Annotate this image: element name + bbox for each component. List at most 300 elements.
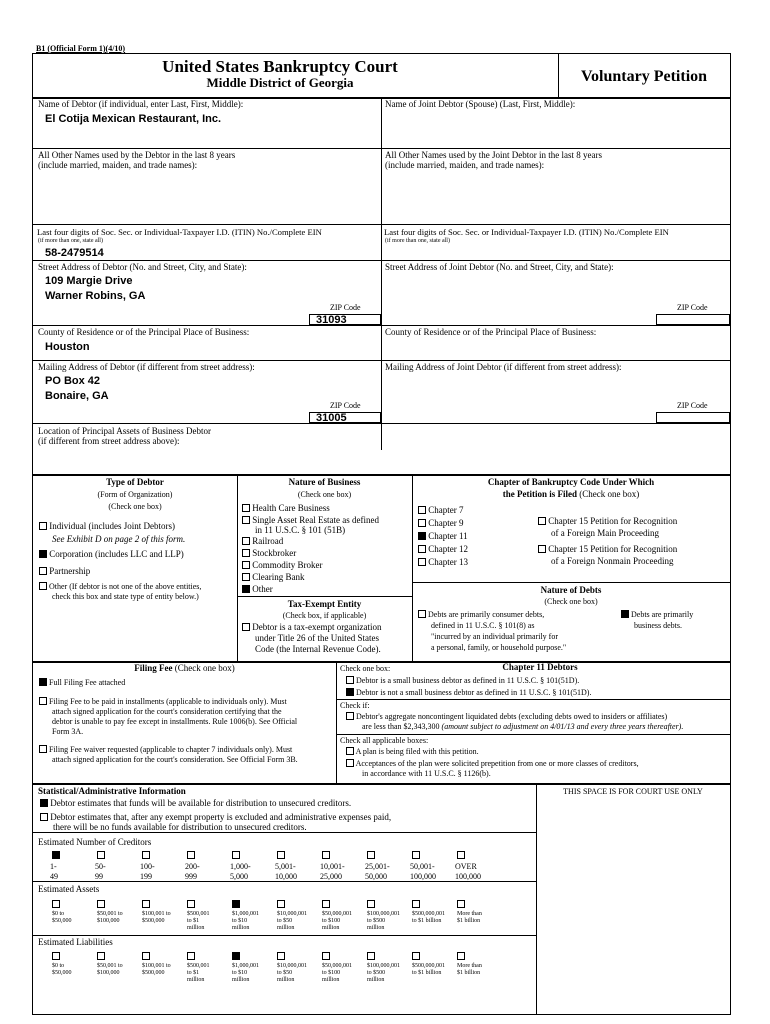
assets-checkbox[interactable] [322, 900, 330, 908]
debtor-name[interactable]: El Cotija Mexican Restaurant, Inc. [45, 113, 222, 125]
debtor-county[interactable]: Houston [45, 341, 90, 353]
mailing-zip-label: ZIP Code [330, 401, 361, 410]
nob-label: Single Asset Real Estate as defined [252, 515, 379, 525]
chapter-9-option[interactable] [418, 518, 464, 529]
assets-checkbox[interactable] [367, 900, 375, 908]
rule [412, 582, 730, 583]
assets-range-label [412, 911, 456, 925]
liabilities-range-line: $0 to [52, 963, 65, 969]
liabilities-range-label [367, 963, 411, 984]
small-business-label: Debtor is a small business debtor as defined in 11 U.S.C. § 101(51D). [356, 676, 580, 685]
debtor-street-line2[interactable]: Warner Robins, GA [45, 290, 146, 302]
nature-debts-sub: (Check one box) [544, 597, 598, 606]
liabilities-range-label [52, 963, 96, 977]
rule [33, 832, 536, 833]
waiver-option[interactable] [39, 745, 292, 755]
business-debts-label: Debts are primarily [631, 610, 694, 619]
liabilities-range-line: $100,001 to [142, 963, 171, 969]
debtor-mailing-zip[interactable]: 31005 [316, 412, 347, 424]
aggregate-debts-option[interactable] [346, 712, 667, 722]
form-id: B1 (Official Form 1)(4/10) [36, 44, 126, 53]
checkbox[interactable] [40, 813, 48, 821]
creditors-range-line: 199 [140, 872, 152, 881]
assets-range-line: $0 to [52, 911, 65, 917]
liabilities-checkbox[interactable] [277, 952, 285, 960]
rule [33, 783, 730, 785]
chapter-title-2 [412, 489, 730, 500]
creditors-range-line: 100- [140, 862, 155, 871]
debtor-other-names-label-2: (include married, maiden, and trade names): [38, 160, 198, 170]
creditors-checkbox[interactable] [52, 851, 60, 859]
checkbox[interactable] [242, 623, 250, 631]
type-of-debtor-sub1: (Form of Organization) [97, 490, 173, 499]
nob-label: Stockbroker [252, 548, 297, 558]
liabilities-range-label [457, 963, 501, 977]
aggregate-debts-2 [362, 722, 683, 732]
acceptances-2: in accordance with 11 U.S.C. § 1126(b). [362, 769, 491, 778]
rule [33, 260, 381, 261]
liabilities-checkbox[interactable] [142, 952, 150, 960]
checkbox[interactable] [346, 759, 354, 767]
creditors-range-label [320, 862, 364, 882]
creditors-checkbox[interactable] [187, 851, 195, 859]
checkbox[interactable] [39, 522, 47, 530]
joint-name-label: Name of Joint Debtor (Spouse) (Last, First, Middle): [385, 99, 576, 109]
nob-railroad[interactable] [242, 536, 283, 547]
assets-range-line: $100,000 [97, 918, 120, 924]
liabilities-checkbox[interactable] [322, 952, 330, 960]
assets-label: Estimated Assets [38, 884, 100, 894]
nob-label: Railroad [252, 536, 284, 546]
corporation-label: Corporation (includes LLC and LLP) [49, 549, 184, 559]
chapter-label: Chapter 7 [428, 505, 464, 515]
liabilities-range-line: million [322, 977, 340, 983]
liabilities-range-line: million [232, 977, 250, 983]
liabilities-label: Estimated Liabilities [38, 937, 113, 947]
debtor-zip-label: ZIP Code [330, 303, 361, 312]
checkbox[interactable] [538, 517, 546, 525]
joint-zip-label: ZIP Code [677, 303, 708, 312]
type-of-debtor-title: Type of Debtor [106, 477, 164, 487]
liabilities-range-line: $500,000,001 [412, 963, 445, 969]
not-small-business-option[interactable] [346, 688, 591, 698]
liabilities-range-line: $100,000 [97, 970, 120, 976]
creditors-range-line: 100,000 [410, 872, 436, 881]
liabilities-range-line: $500,000 [142, 970, 165, 976]
liabilities-checkbox[interactable] [187, 952, 195, 960]
business-debts-2: business debts. [634, 621, 682, 630]
creditors-checkbox[interactable] [142, 851, 150, 859]
check-all-label: Check all applicable boxes: [340, 736, 429, 745]
assets-range-line: to $100 [322, 918, 341, 924]
assets-range-label [97, 911, 141, 925]
assets-range-label [187, 911, 231, 932]
assets-range-line: $1 billion [457, 918, 481, 924]
installment-3: debtor is unable to pay fee except in installments. Rule 1006(b). See Official [52, 717, 298, 726]
creditors-checkbox[interactable] [97, 851, 105, 859]
assets-range-line: $100,000,001 [367, 911, 400, 917]
assets-range-line: $10,000,001 [277, 911, 307, 917]
checkbox[interactable] [39, 697, 47, 705]
assets-range-line: to $1 [187, 918, 200, 924]
creditors-checkbox[interactable] [367, 851, 375, 859]
acceptances-option[interactable] [346, 759, 639, 769]
nob-label: Clearing Bank [252, 572, 305, 582]
assets-checkbox[interactable] [412, 900, 420, 908]
header-divider [558, 54, 559, 97]
nob-label: Other [252, 584, 273, 594]
court-district: Middle District of Georgia [206, 75, 354, 90]
nob-clearing-bank[interactable] [242, 572, 305, 583]
liabilities-range-line: $500,001 [187, 963, 210, 969]
checkbox-checked[interactable] [621, 610, 629, 618]
creditors-range-label [50, 862, 94, 882]
creditors-range-line: 49 [50, 872, 58, 881]
joint-street-label: Street Address of Joint Debtor (No. and Street, City, and State): [385, 262, 614, 272]
rule [33, 325, 730, 326]
liabilities-range-label [322, 963, 366, 984]
court-name: United States Bankruptcy Court [162, 57, 398, 76]
debtor-other-names-label: All Other Names used by the Debtor in the last 8 years [38, 150, 236, 160]
location-label: Location of Principal Assets of Business Debtor [38, 426, 211, 436]
assets-range-line: $500,000,001 [412, 911, 445, 917]
creditors-range-line: 999 [185, 872, 197, 881]
liabilities-range-label [187, 963, 231, 984]
assets-range-line: to $50 [277, 918, 293, 924]
assets-range-label [277, 911, 321, 932]
checkbox[interactable] [538, 545, 546, 553]
creditors-checkbox[interactable] [232, 851, 240, 859]
debtor-ein[interactable]: 58-2479514 [45, 247, 104, 259]
creditors-range-label [275, 862, 319, 882]
other-entity-option[interactable] [39, 582, 201, 592]
nob-health-care[interactable] [242, 503, 330, 514]
no-funds-2: there will be no funds available for distribution to unsecured creditors. [53, 822, 307, 832]
nob-other[interactable] [242, 584, 273, 595]
assets-range-label [142, 911, 186, 925]
checkbox[interactable] [418, 519, 426, 527]
rule [336, 699, 730, 700]
partnership-option[interactable] [39, 566, 90, 577]
creditors-range-line: 100,000 [455, 872, 481, 881]
creditors-range-line: 5,000 [230, 872, 248, 881]
rule [33, 224, 730, 225]
type-of-debtor-sub2: (Check one box) [108, 502, 162, 511]
checkbox[interactable] [242, 573, 250, 581]
creditors-range-line: 25,001- [365, 862, 390, 871]
assets-checkbox[interactable] [232, 900, 240, 908]
assets-range-label [322, 911, 366, 932]
consumer-debts-option[interactable] [418, 610, 544, 620]
assets-checkbox[interactable] [277, 900, 285, 908]
debtor-mailing-line1[interactable]: PO Box 42 [45, 375, 101, 387]
liabilities-checkbox[interactable] [367, 952, 375, 960]
nob-label: Commodity Broker [252, 560, 323, 570]
nature-business-sub: (Check one box) [297, 490, 352, 499]
assets-range-line: More than [457, 911, 482, 917]
assets-range-line: $50,000,001 [322, 911, 352, 917]
liabilities-range-line: million [277, 977, 295, 983]
checkbox[interactable] [346, 747, 354, 755]
assets-checkbox[interactable] [187, 900, 195, 908]
tax-exempt-line3: Code (the Internal Revenue Code). [255, 644, 381, 654]
consumer-debts-2: defined in 11 U.S.C. § 101(8) as [431, 621, 535, 630]
checkbox[interactable] [418, 506, 426, 514]
creditors-range-label [365, 862, 409, 882]
statistical-title: Statistical/Administrative Information [38, 786, 186, 796]
other-entity-label: Other (If debtor is not one of the above entities, [49, 582, 202, 591]
court-use-divider [536, 832, 537, 1014]
rule [33, 423, 730, 424]
chapter11-title: Chapter 11 Debtors [502, 662, 578, 672]
checkbox[interactable] [418, 558, 426, 566]
joint-other-names-label-2: (include married, maiden, and trade names): [385, 160, 545, 170]
liabilities-range-line: to $100 [322, 970, 341, 976]
debtor-street-line1[interactable]: 109 Margie Drive [45, 275, 133, 287]
installment-2: attach signed application for the court's consideration certifying that the [52, 707, 282, 716]
filing-fee-sub: (Check one box) [174, 663, 235, 673]
rule [381, 260, 730, 261]
assets-range-line: million [187, 925, 205, 931]
acceptances-label: Acceptances of the plan were solicited prepetition from one or more classes of creditors, [355, 759, 639, 768]
plan-filed-label: A plan is being filed with this petition. [355, 747, 479, 756]
chapter-title-2-text: the Petition is Filed [502, 489, 577, 499]
checkbox[interactable] [242, 537, 250, 545]
creditors-range-line: 50- [95, 862, 106, 871]
checkbox[interactable] [242, 561, 250, 569]
liabilities-range-line: More than [457, 963, 482, 969]
debtor-zip[interactable]: 31093 [316, 314, 347, 326]
creditors-range-label [140, 862, 184, 882]
nob-stockbroker[interactable] [242, 548, 296, 559]
creditors-range-line: 1- [50, 862, 57, 871]
consumer-debts-4: a personal, family, or household purpose." [431, 643, 567, 652]
chapter-15-main-option[interactable] [538, 516, 677, 527]
consumer-debts-label: Debts are primarily consumer debts, [428, 610, 545, 619]
individual-label: Individual (includes Joint Debtors) [49, 521, 175, 531]
assets-checkbox[interactable] [142, 900, 150, 908]
tax-exempt-title: Tax-Exempt Entity [287, 599, 362, 609]
rule [33, 935, 536, 936]
liabilities-range-line: to $1 [187, 970, 200, 976]
assets-range-line: $50,001 to [97, 911, 123, 917]
rule [33, 474, 730, 476]
installment-option[interactable] [39, 697, 287, 707]
checkbox-checked[interactable] [346, 688, 354, 696]
chapter-7-option[interactable] [418, 505, 464, 516]
liabilities-range-line: to $10 [232, 970, 248, 976]
assets-range-line: $500,001 [187, 911, 210, 917]
funds-available-label: Debtor estimates that funds will be available for distribution to unsecured creditors. [50, 798, 352, 808]
assets-range-line: $50,000 [52, 918, 72, 924]
liabilities-range-line: $100,000,001 [367, 963, 400, 969]
checkbox[interactable] [418, 610, 426, 618]
business-debts-option[interactable] [621, 610, 693, 620]
column-divider [381, 97, 382, 450]
chapter-label: Chapter 13 [428, 557, 468, 567]
assets-checkbox[interactable] [97, 900, 105, 908]
chapter-title: Chapter of Bankruptcy Code Under Which [487, 477, 655, 487]
rule [237, 596, 412, 597]
check-if-label: Check if: [340, 701, 370, 710]
checkbox[interactable] [39, 745, 47, 753]
creditors-range-line: 5,001- [275, 862, 296, 871]
joint-mailing-label: Mailing Address of Joint Debtor (if different from street address): [385, 362, 622, 372]
liabilities-checkbox[interactable] [52, 952, 60, 960]
checkbox[interactable] [346, 676, 354, 684]
liabilities-checkbox[interactable] [412, 952, 420, 960]
joint-ssn-label: Last four digits of Soc. Sec. or Individual-Taxpayer I.D. (ITIN) No./Complete EIN [384, 227, 669, 237]
check-one-label: Check one box: [340, 664, 391, 673]
assets-range-line: million [367, 925, 385, 931]
checkbox[interactable] [242, 516, 250, 524]
chapter-11-option[interactable] [418, 531, 468, 542]
rule [33, 360, 730, 361]
nature-business-title: Nature of Business [288, 477, 361, 487]
tax-exempt-option[interactable] [242, 622, 382, 633]
creditors-range-line: 10,001- [320, 862, 345, 871]
checkbox[interactable] [242, 549, 250, 557]
installment-4: Form 3A. [52, 727, 84, 736]
nob-commodity[interactable] [242, 560, 323, 571]
divider [237, 474, 238, 661]
small-business-option[interactable] [346, 676, 579, 686]
funds-available-option[interactable] [40, 798, 351, 809]
debtor-county-label: County of Residence or of the Principal Place of Business: [38, 327, 250, 337]
assets-range-line: million [277, 925, 295, 931]
liabilities-range-line: to $1 billion [412, 970, 442, 976]
assets-range-line: to $500 [367, 918, 386, 924]
checkbox[interactable] [39, 582, 47, 590]
chapter-label: Chapter 9 [428, 518, 464, 528]
aggregate-debts-label: Debtor's aggregate noncontingent liquidated debts (excluding debts owed to insiders or affiliates) [356, 712, 668, 721]
creditors-label: Estimated Number of Creditors [38, 837, 152, 847]
assets-range-line: to $10 [232, 918, 248, 924]
liabilities-range-line: to $50 [277, 970, 293, 976]
assets-range-label [367, 911, 411, 932]
liabilities-range-line: $50,000 [52, 970, 72, 976]
individual-note: See Exhibit D on page 2 of this form. [52, 534, 186, 544]
waiver-label: Filing Fee waiver requested (applicable to chapter 7 individuals only). Must [49, 745, 293, 754]
other-entity-label-2: check this box and state type of entity below.) [52, 592, 199, 601]
creditors-range-line: 1,000- [230, 862, 251, 871]
creditors-range-label [230, 862, 274, 882]
debtor-mailing-label: Mailing Address of Debtor (if different from street address): [38, 362, 255, 372]
checkbox-checked[interactable] [418, 532, 426, 540]
creditors-checkbox[interactable] [277, 851, 285, 859]
creditors-checkbox[interactable] [322, 851, 330, 859]
assets-checkbox[interactable] [52, 900, 60, 908]
debtor-ssn-label: Last four digits of Soc. Sec. or Individual-Taxpayer I.D. (ITIN) No./Complete EIN [37, 227, 322, 237]
assets-range-line: $500,000 [142, 918, 165, 924]
creditors-checkbox[interactable] [412, 851, 420, 859]
divider [336, 661, 337, 783]
chapter-15-main-label: Chapter 15 Petition for Recognition [548, 516, 678, 526]
chapter-13-option[interactable] [418, 557, 468, 568]
plan-filed-option[interactable] [346, 747, 479, 757]
rule [33, 148, 730, 149]
joint-mailing-zip-box[interactable] [656, 412, 730, 423]
tax-exempt-label: Debtor is a tax-exempt organization [252, 622, 382, 632]
corporation-option[interactable] [39, 549, 184, 560]
chapter-12-option[interactable] [418, 544, 468, 555]
debtor-mailing-line2[interactable]: Bonaire, GA [45, 390, 109, 402]
full-fee-option[interactable] [39, 678, 125, 688]
liabilities-checkbox[interactable] [457, 952, 465, 960]
joint-mailing-zip-label: ZIP Code [677, 401, 708, 410]
checkbox-checked[interactable] [39, 678, 47, 686]
assets-range-line: $100,001 to [142, 911, 171, 917]
divider [412, 474, 413, 661]
joint-ssn-note: (if more than one, state all) [385, 238, 450, 244]
creditors-range-label [410, 862, 454, 882]
not-small-business-label: Debtor is not a small business debtor as defined in 11 U.S.C. § 101(51D). [356, 688, 592, 697]
assets-checkbox[interactable] [457, 900, 465, 908]
liabilities-range-label [232, 963, 276, 984]
liabilities-range-label [142, 963, 186, 977]
checkbox[interactable] [242, 504, 250, 512]
checkbox-checked[interactable] [40, 799, 48, 807]
chapter-title-sub: (Check one box) [579, 489, 640, 499]
creditors-range-label [95, 862, 139, 882]
checkbox-checked[interactable] [242, 585, 250, 593]
assets-range-line: $1,000,001 [232, 911, 259, 917]
liabilities-range-line: $10,000,001 [277, 963, 307, 969]
checkbox-checked[interactable] [39, 550, 47, 558]
liabilities-checkbox[interactable] [97, 952, 105, 960]
nature-debts-title: Nature of Debts [540, 585, 602, 595]
aggregate-amount: are less than $2,343,300 [362, 722, 440, 731]
creditors-range-line: 25,000 [320, 872, 342, 881]
no-funds-label: Debtor estimates that, after any exempt property is excluded and administrative expenses paid, [50, 812, 392, 822]
joint-zip-box[interactable] [656, 314, 730, 325]
liabilities-range-label [97, 963, 141, 977]
assets-range-label [457, 911, 501, 925]
chapter-15-nonmain-option[interactable] [538, 544, 677, 555]
assets-range-label [232, 911, 276, 932]
individual-option[interactable] [39, 521, 175, 532]
creditors-range-line: 10,000 [275, 872, 297, 881]
creditors-range-line: 200- [185, 862, 200, 871]
liabilities-checkbox[interactable] [232, 952, 240, 960]
court-use-label: THIS SPACE IS FOR COURT USE ONLY [563, 787, 703, 796]
petition-type: Voluntary Petition [580, 68, 708, 85]
rule [336, 734, 730, 735]
joint-other-names-label: All Other Names used by the Joint Debtor in the last 8 years [385, 150, 602, 160]
chapter-15-nonmain-label-2: of a Foreign Nonmain Proceeding [551, 556, 674, 566]
creditors-range-label [455, 862, 499, 882]
filing-fee-title: Filing Fee [134, 663, 173, 673]
assets-range-line: million [322, 925, 340, 931]
creditors-range-line: OVER [455, 862, 477, 871]
chapter-15-main-label-2: of a Foreign Main Proceeding [551, 528, 659, 538]
chapter-15-nonmain-label: Chapter 15 Petition for Recognition [548, 544, 678, 554]
creditors-range-label [185, 862, 229, 882]
tax-exempt-sub: (Check box, if applicable) [282, 611, 367, 620]
checkbox[interactable] [346, 712, 354, 720]
consumer-debts-3: "incurred by an individual primarily for [431, 632, 559, 641]
creditors-checkbox[interactable] [457, 851, 465, 859]
checkbox[interactable] [39, 567, 47, 575]
creditors-range-line: 50,001- [410, 862, 435, 871]
liabilities-range-label [412, 963, 456, 977]
checkbox[interactable] [418, 545, 426, 553]
liabilities-range-label [277, 963, 321, 984]
liabilities-range-line: $50,001 to [97, 963, 123, 969]
creditors-range-line: 50,000 [365, 872, 387, 881]
waiver-2: attach signed application for the court's consideration. See Official Form 3B. [52, 755, 298, 764]
assets-range-label [52, 911, 96, 925]
